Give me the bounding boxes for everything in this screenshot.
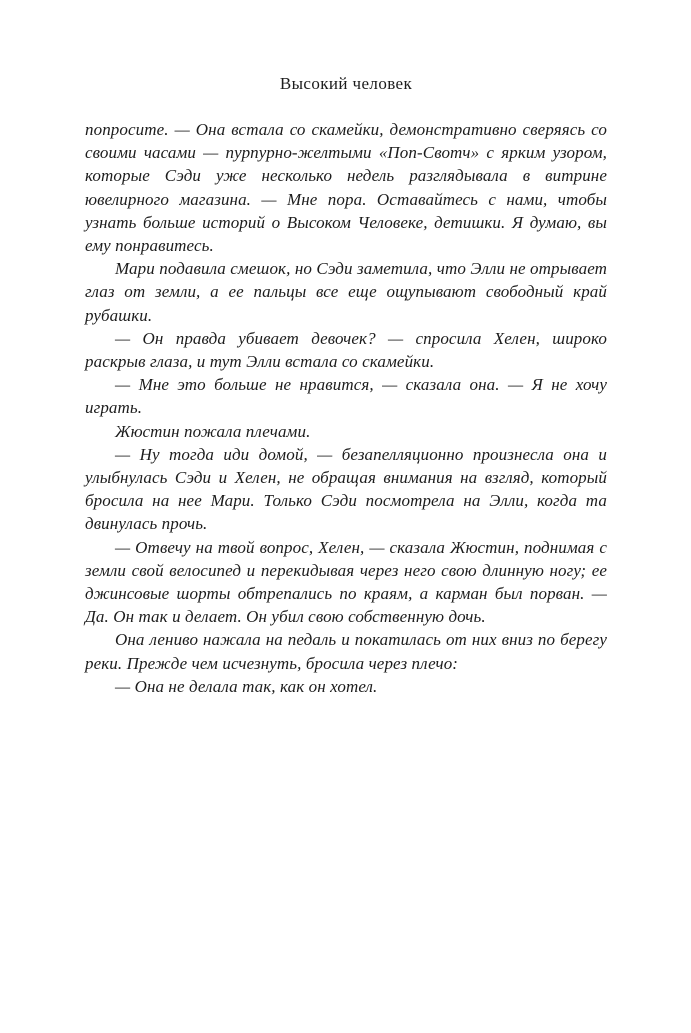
page-title: Высокий человек [279, 74, 413, 93]
paragraph: — Мне это больше не нравится, — сказала она. — Я не хочу играть. [85, 375, 607, 418]
paragraph: Жюстин пожала плечами. [115, 421, 311, 441]
paragraph: — Отвечу на твой вопрос, Хелен, — сказала Жюстин, поднимая с земли свой велосипед и перекидывая через него свою длинную ногу; ее джинсовые шорты обтрепались по краям, а карман был порван. — Да. Он так и делает. Он убил свою собственную дочь. [85, 537, 607, 627]
paragraph: Она лениво нажала на педаль и покатилась от них вниз по берегу реки. Прежде чем исчезнуть, бросила через плечо: [85, 630, 607, 673]
paragraph: попросите. — Она встала со скамейки, демонстративно сверяясь со своими часами — пурпурно-желтыми «Поп-Свотч» с ярким узором, которые Сэди уже несколько недель разглядывала в витрине ювелирного магазина. — Мне пора. Оставайтесь с нами, чтобы узнать больше историй о Высоком Человеке, детишки. Я думаю, вы ему понравитесь. [85, 120, 607, 256]
paragraph: Мари подавила смешок, но Сэди заметила, что Элли не отрывает глаз от земли, а ее пальцы все еще ощупывают свободный край рубашки. [85, 259, 607, 325]
paragraph: — Он правда убивает девочек? — спросила Хелен, широко раскрыв глаза, и тут Элли встала со скамейки. [85, 328, 607, 372]
page-body [85, 118, 607, 698]
paragraph: — Она не делала так, как он хотел. [115, 676, 378, 696]
paragraph: — Ну тогда иди домой, — безапелляционно произнесла она и улыбнулась Сэди и Хелен, не обращая внимания на взгляд, который бросила на нее Мари. Только Сэди посмотрела на Элли, когда та двинулась прочь. [85, 444, 607, 534]
